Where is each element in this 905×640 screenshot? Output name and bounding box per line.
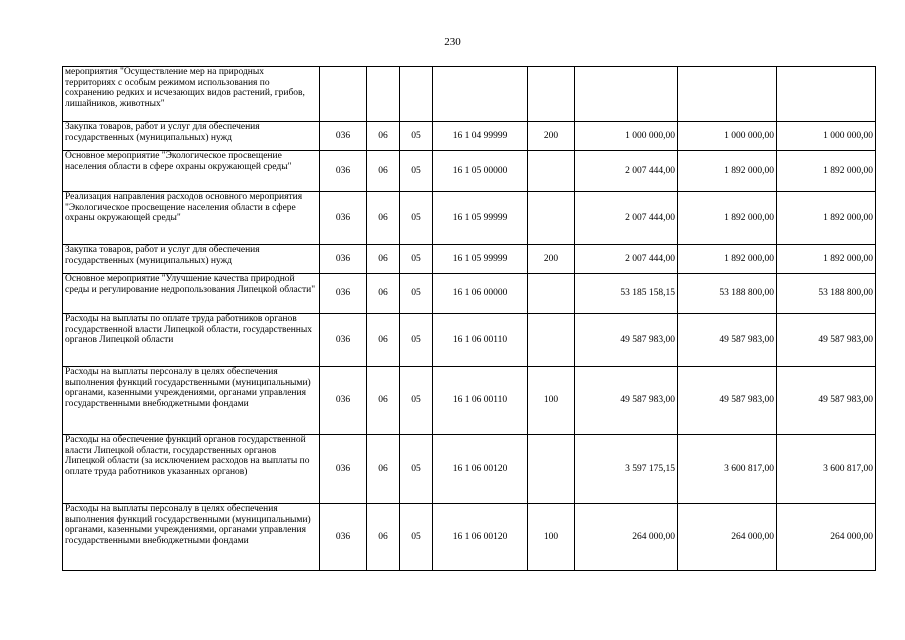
subsection-code-cell: 05: [400, 367, 433, 435]
target-article-cell: 16 1 05 99999: [433, 192, 528, 245]
amount-year2-cell: 53 188 800,00: [678, 274, 777, 314]
subsection-code-cell: 05: [400, 314, 433, 367]
amount-year2-cell: 1 892 000,00: [678, 151, 777, 192]
amount-year2-cell: 1 892 000,00: [678, 192, 777, 245]
expense-name-cell: Закупка товаров, работ и услуг для обеспечения государственных (муниципальных) нужд: [63, 122, 320, 151]
subsection-code-cell: 05: [400, 192, 433, 245]
expense-type-cell: 200: [528, 122, 575, 151]
amount-year1-cell: 3 597 175,15: [575, 435, 678, 504]
amount-year1-cell: 53 185 158,15: [575, 274, 678, 314]
amount-year3-cell: 53 188 800,00: [777, 274, 876, 314]
amount-year3-cell: 1 892 000,00: [777, 151, 876, 192]
amount-year1-cell: 264 000,00: [575, 504, 678, 571]
expense-name-cell: Основное мероприятие "Улучшение качества природной среды и регулирование недропользования Липецкой области": [63, 274, 320, 314]
expense-name-cell: Расходы на выплаты по оплате труда работников органов государственной власти Липецкой области, государственных органов Липецкой области: [63, 314, 320, 367]
expense-type-cell: [528, 67, 575, 122]
amount-year3-cell: 3 600 817,00: [777, 435, 876, 504]
expense-name-cell: Расходы на обеспечение функций органов государственной власти Липецкой области, государственных органов Липецкой области (за исключением расходов на выплаты по оплате труда работников указанных органов): [63, 435, 320, 504]
amount-year1-cell: 1 000 000,00: [575, 122, 678, 151]
amount-year1-cell: 2 007 444,00: [575, 192, 678, 245]
section-code-cell: 06: [367, 314, 400, 367]
section-code-cell: 06: [367, 274, 400, 314]
amount-year3-cell: 49 587 983,00: [777, 314, 876, 367]
target-article-cell: 16 1 06 00110: [433, 367, 528, 435]
amount-year1-cell: 2 007 444,00: [575, 245, 678, 274]
subsection-code-cell: 05: [400, 504, 433, 571]
expense-name-cell: Закупка товаров, работ и услуг для обеспечения государственных (муниципальных) нужд: [63, 245, 320, 274]
amount-year2-cell: 264 000,00: [678, 504, 777, 571]
expense-name-cell: мероприятия "Осуществление мер на природных территориях с особым режимом использования по сохранению редких и исчезающих видов растений, грибов, лишайников, животных": [63, 67, 320, 122]
subsection-code-cell: 05: [400, 245, 433, 274]
ministry-code-cell: 036: [320, 435, 367, 504]
table-row: [63, 151, 876, 192]
amount-year3-cell: 49 587 983,00: [777, 367, 876, 435]
expense-type-cell: [528, 151, 575, 192]
table-row: [63, 122, 876, 151]
expense-type-cell: 100: [528, 504, 575, 571]
expense-name-cell: Реализация направления расходов основного мероприятия "Экологическое просвещение населения области в сфере охраны окружающей среды": [63, 192, 320, 245]
section-code-cell: 06: [367, 151, 400, 192]
ministry-code-cell: 036: [320, 274, 367, 314]
subsection-code-cell: 05: [400, 274, 433, 314]
table-row: [63, 274, 876, 314]
amount-year3-cell: 264 000,00: [777, 504, 876, 571]
ministry-code-cell: 036: [320, 504, 367, 571]
expense-name-cell: Расходы на выплаты персоналу в целях обеспечения выполнения функций государственными (муниципальными) органами, казенными учреждениями, органами управления государственными внебюджетными фондами: [63, 504, 320, 571]
amount-year1-cell: 49 587 983,00: [575, 314, 678, 367]
target-article-cell: [433, 67, 528, 122]
ministry-code-cell: 036: [320, 151, 367, 192]
subsection-code-cell: 05: [400, 435, 433, 504]
ministry-code-cell: 036: [320, 245, 367, 274]
expense-type-cell: 100: [528, 367, 575, 435]
table-row: [63, 435, 876, 504]
section-code-cell: 06: [367, 435, 400, 504]
page-number: 230: [444, 36, 461, 48]
amount-year2-cell: 49 587 983,00: [678, 314, 777, 367]
subsection-code-cell: 05: [400, 151, 433, 192]
amount-year3-cell: 1 000 000,00: [777, 122, 876, 151]
table-row: [63, 504, 876, 571]
section-code-cell: 06: [367, 504, 400, 571]
expense-type-cell: 200: [528, 245, 575, 274]
section-code-cell: 06: [367, 245, 400, 274]
budget-table: [62, 66, 876, 571]
target-article-cell: 16 1 06 00110: [433, 314, 528, 367]
subsection-code-cell: [400, 67, 433, 122]
expense-type-cell: [528, 274, 575, 314]
subsection-code-cell: 05: [400, 122, 433, 151]
amount-year1-cell: 2 007 444,00: [575, 151, 678, 192]
table-body: [63, 67, 876, 571]
target-article-cell: 16 1 06 00000: [433, 274, 528, 314]
target-article-cell: 16 1 06 00120: [433, 504, 528, 571]
section-code-cell: 06: [367, 192, 400, 245]
table-row: [63, 367, 876, 435]
section-code-cell: 06: [367, 367, 400, 435]
target-article-cell: 16 1 05 99999: [433, 245, 528, 274]
target-article-cell: 16 1 05 00000: [433, 151, 528, 192]
ministry-code-cell: 036: [320, 122, 367, 151]
target-article-cell: 16 1 04 99999: [433, 122, 528, 151]
ministry-code-cell: 036: [320, 192, 367, 245]
expense-name-cell: Расходы на выплаты персоналу в целях обеспечения выполнения функций государственными (муниципальными) органами, казенными учреждениями, органами управления государственными внебюджетными фондами: [63, 367, 320, 435]
table-row: [63, 314, 876, 367]
amount-year2-cell: 1 000 000,00: [678, 122, 777, 151]
table-row: [63, 245, 876, 274]
section-code-cell: [367, 67, 400, 122]
expense-type-cell: [528, 192, 575, 245]
amount-year2-cell: 3 600 817,00: [678, 435, 777, 504]
amount-year3-cell: [777, 67, 876, 122]
table-row: [63, 67, 876, 122]
amount-year1-cell: [575, 67, 678, 122]
ministry-code-cell: 036: [320, 367, 367, 435]
expense-type-cell: [528, 435, 575, 504]
amount-year3-cell: 1 892 000,00: [777, 245, 876, 274]
ministry-code-cell: 036: [320, 314, 367, 367]
amount-year3-cell: 1 892 000,00: [777, 192, 876, 245]
expense-type-cell: [528, 314, 575, 367]
section-code-cell: 06: [367, 122, 400, 151]
amount-year2-cell: 1 892 000,00: [678, 245, 777, 274]
amount-year2-cell: [678, 67, 777, 122]
ministry-code-cell: [320, 67, 367, 122]
target-article-cell: 16 1 06 00120: [433, 435, 528, 504]
amount-year2-cell: 49 587 983,00: [678, 367, 777, 435]
amount-year1-cell: 49 587 983,00: [575, 367, 678, 435]
table-row: [63, 192, 876, 245]
expense-name-cell: Основное мероприятие "Экологическое просвещение населения области в сфере охраны окружающей среды": [63, 151, 320, 192]
